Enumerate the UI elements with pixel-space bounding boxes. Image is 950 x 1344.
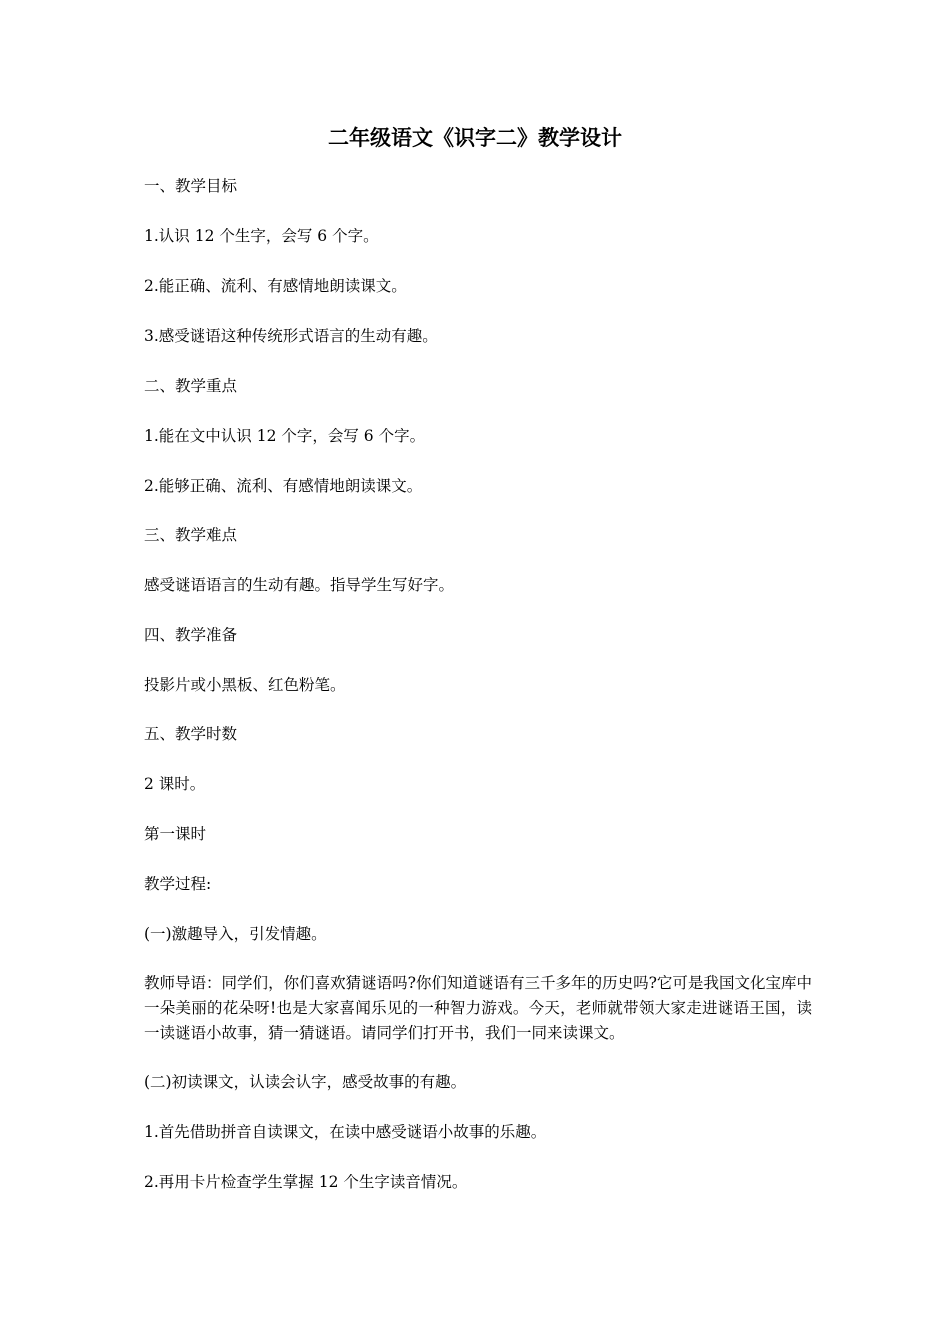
section-heading-hours: 五、教学时数	[144, 725, 238, 743]
hours-text: 2 课时。	[144, 775, 206, 793]
key-point-item-2: 2.能够正确、流利、有感情地朗读课文。	[144, 477, 423, 495]
objective-item-1: 1.认识 12 个生字，会写 6 个字。	[144, 227, 379, 245]
section-heading-difficulties: 三、教学难点	[144, 526, 238, 544]
section-heading-preparation: 四、教学准备	[144, 626, 238, 644]
document-title: 二年级语文《识字二》教学设计	[328, 125, 622, 150]
objective-item-2: 2.能正确、流利、有感情地朗读课文。	[144, 277, 407, 295]
difficulty-text: 感受谜语语言的生动有趣。指导学生写好字。	[144, 576, 455, 594]
step-heading-2: (二)初读课文，认读会认字，感受故事的有趣。	[144, 1073, 467, 1091]
process-heading: 教学过程:	[144, 875, 212, 893]
key-point-item-1: 1.能在文中认识 12 个字，会写 6 个字。	[144, 427, 426, 445]
teacher-intro-paragraph: 教师导语：同学们，你们喜欢猜谜语吗?你们知道谜语有三千多年的历史吗?它可是我国文化宝库中一朵美丽的花朵呀!也是大家喜闻乐见的一种智力游戏。今天，老师就带领大家走进谜语王国，读一读谜语小故事，猜一猜谜语。请同学们打开书，我们一同来读课文。	[144, 974, 812, 1042]
preparation-text: 投影片或小黑板、红色粉笔。	[144, 676, 346, 694]
lesson-heading: 第一课时	[144, 825, 207, 843]
objective-item-3: 3.感受谜语这种传统形式语言的生动有趣。	[144, 327, 438, 345]
step-heading-1: (一)激趣导入，引发情趣。	[144, 925, 327, 943]
section-heading-key-points: 二、教学重点	[144, 377, 238, 395]
step-item-1: 1.首先借助拼音自读课文，在读中感受谜语小故事的乐趣。	[144, 1123, 547, 1141]
step-item-2: 2.再用卡片检查学生掌握 12 个生字读音情况。	[144, 1173, 468, 1191]
section-heading-objectives: 一、教学目标	[144, 177, 238, 195]
